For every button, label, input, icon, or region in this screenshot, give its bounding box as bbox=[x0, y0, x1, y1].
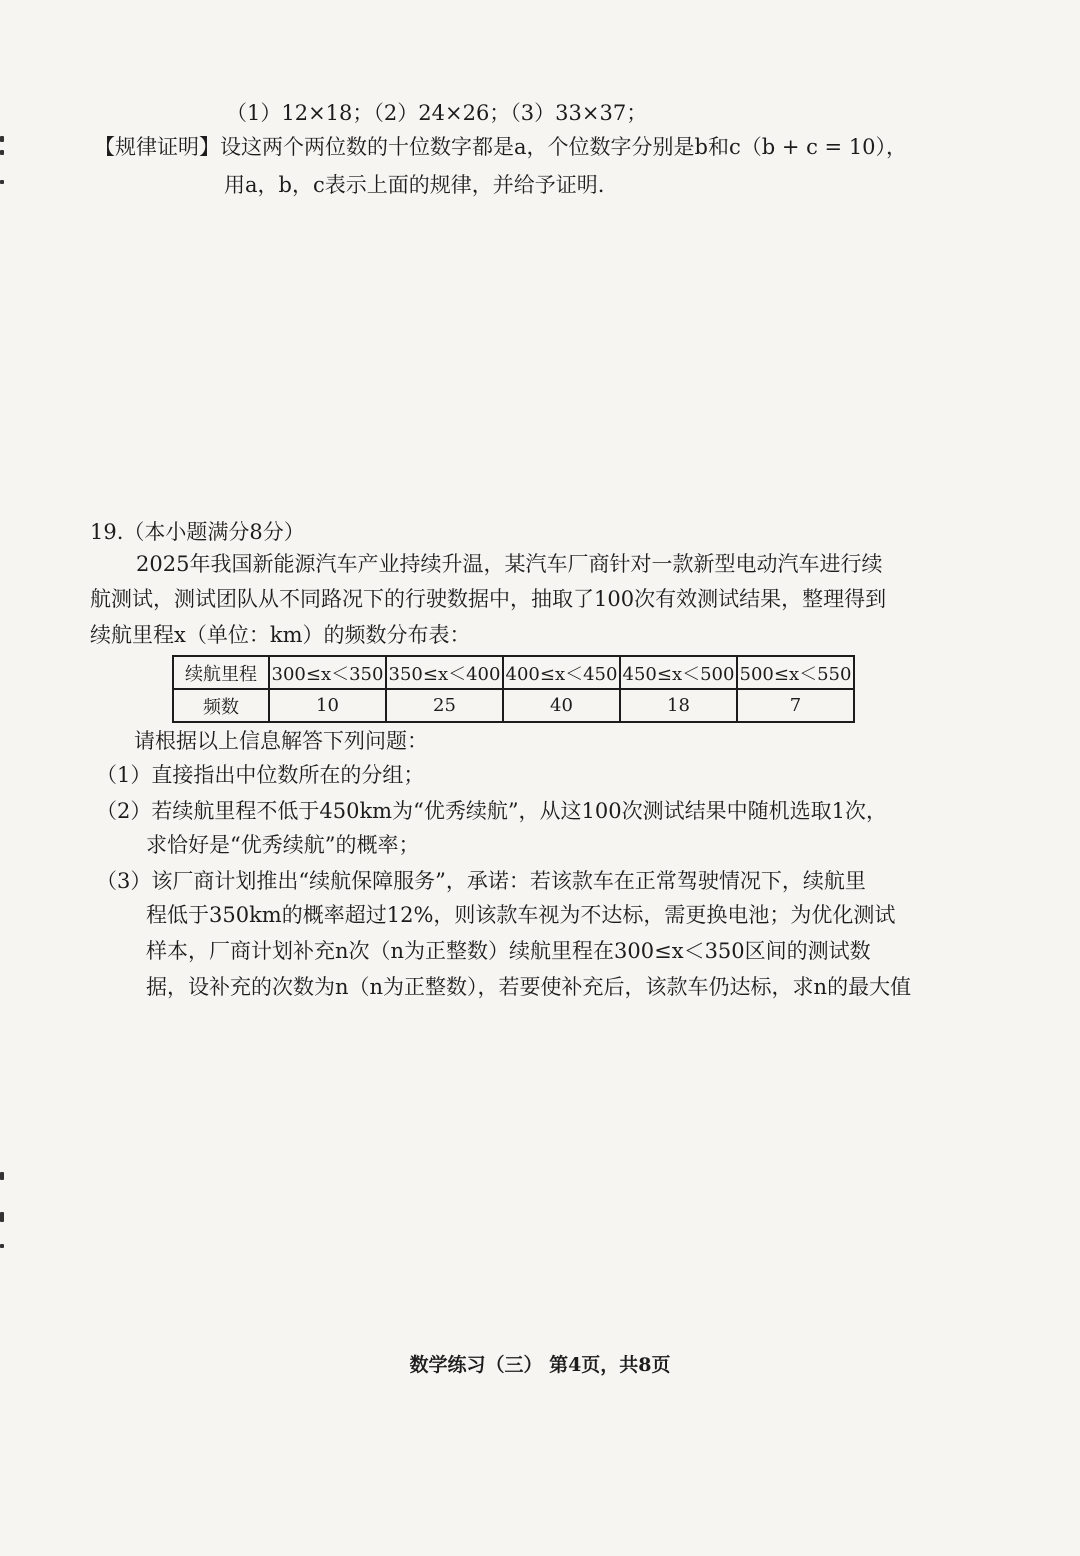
table-cell: 350≤x＜400 bbox=[386, 656, 503, 689]
table-cell: 450≤x＜500 bbox=[620, 656, 737, 689]
table-row bbox=[173, 656, 854, 689]
table-cell: 400≤x＜450 bbox=[503, 656, 620, 689]
q19-part-3-line-1: （3）该厂商计划推出“续航保障服务”，承诺：若该款车在正常驾驶情况下，续航里 bbox=[96, 869, 866, 893]
binding-mark bbox=[0, 180, 4, 184]
q19-intro-1: 2025年我国新能源汽车产业持续升温，某汽车厂商针对一款新型电动汽车进行续 bbox=[136, 552, 883, 576]
binding-mark bbox=[0, 1244, 4, 1248]
table-header-cell: 续航里程 bbox=[173, 656, 269, 689]
table-cell: 7 bbox=[737, 689, 854, 722]
page-footer: 数学练习（三） 第4页，共8页 bbox=[409, 1354, 671, 1376]
q19-intro-2: 航测试，测试团队从不同路况下的行驶数据中，抽取了100次有效测试结果，整理得到 bbox=[90, 587, 887, 611]
q19-part-2-line-1: （2）若续航里程不低于450km为“优秀续航”，从这100次测试结果中随机选取1次， bbox=[96, 799, 887, 823]
table-cell: 18 bbox=[620, 689, 737, 722]
table-header-cell: 频数 bbox=[173, 689, 269, 722]
q19-part-3-line-2: 程低于350km的概率超过12%，则该款车视为不达标，需更换电池；为优化测试 bbox=[146, 903, 896, 927]
table-row bbox=[173, 689, 854, 722]
binding-mark bbox=[0, 1212, 4, 1222]
table-cell: 25 bbox=[386, 689, 503, 722]
question-19-header: 19.（本小题满分8分） bbox=[90, 520, 305, 544]
binding-mark bbox=[0, 1172, 4, 1180]
q19-part-3-line-4: 据，设补充的次数为n（n为正整数），若要使补充后，该款车仍达标，求n的最大值 bbox=[146, 975, 912, 999]
frequency-table bbox=[172, 655, 855, 723]
q19-intro-3: 续航里程x（单位：km）的频数分布表： bbox=[90, 623, 471, 647]
binding-mark bbox=[0, 136, 4, 142]
proof-line-1: 【规律证明】设这两个两位数的十位数字都是a，个位数字分别是b和c（b + c = 10）， bbox=[94, 135, 908, 159]
binding-mark bbox=[0, 150, 4, 155]
table-cell: 40 bbox=[503, 689, 620, 722]
proof-line-2: 用a，b，c表示上面的规律，并给予证明. bbox=[224, 173, 605, 197]
table-cell: 300≤x＜350 bbox=[269, 656, 386, 689]
q19-prompt: 请根据以上信息解答下列问题： bbox=[134, 729, 428, 753]
prev-examples: （1）12×18；（2）24×26；（3）33×37； bbox=[226, 101, 648, 125]
table-cell: 10 bbox=[269, 689, 386, 722]
table-cell: 500≤x＜550 bbox=[737, 656, 854, 689]
q19-part-2-line-2: 求恰好是“优秀续航”的概率； bbox=[146, 833, 420, 857]
q19-part-1: （1）直接指出中位数所在的分组； bbox=[96, 763, 425, 787]
q19-part-3-line-3: 样本，厂商计划补充n次（n为正整数）续航里程在300≤x＜350区间的测试数 bbox=[146, 939, 871, 963]
